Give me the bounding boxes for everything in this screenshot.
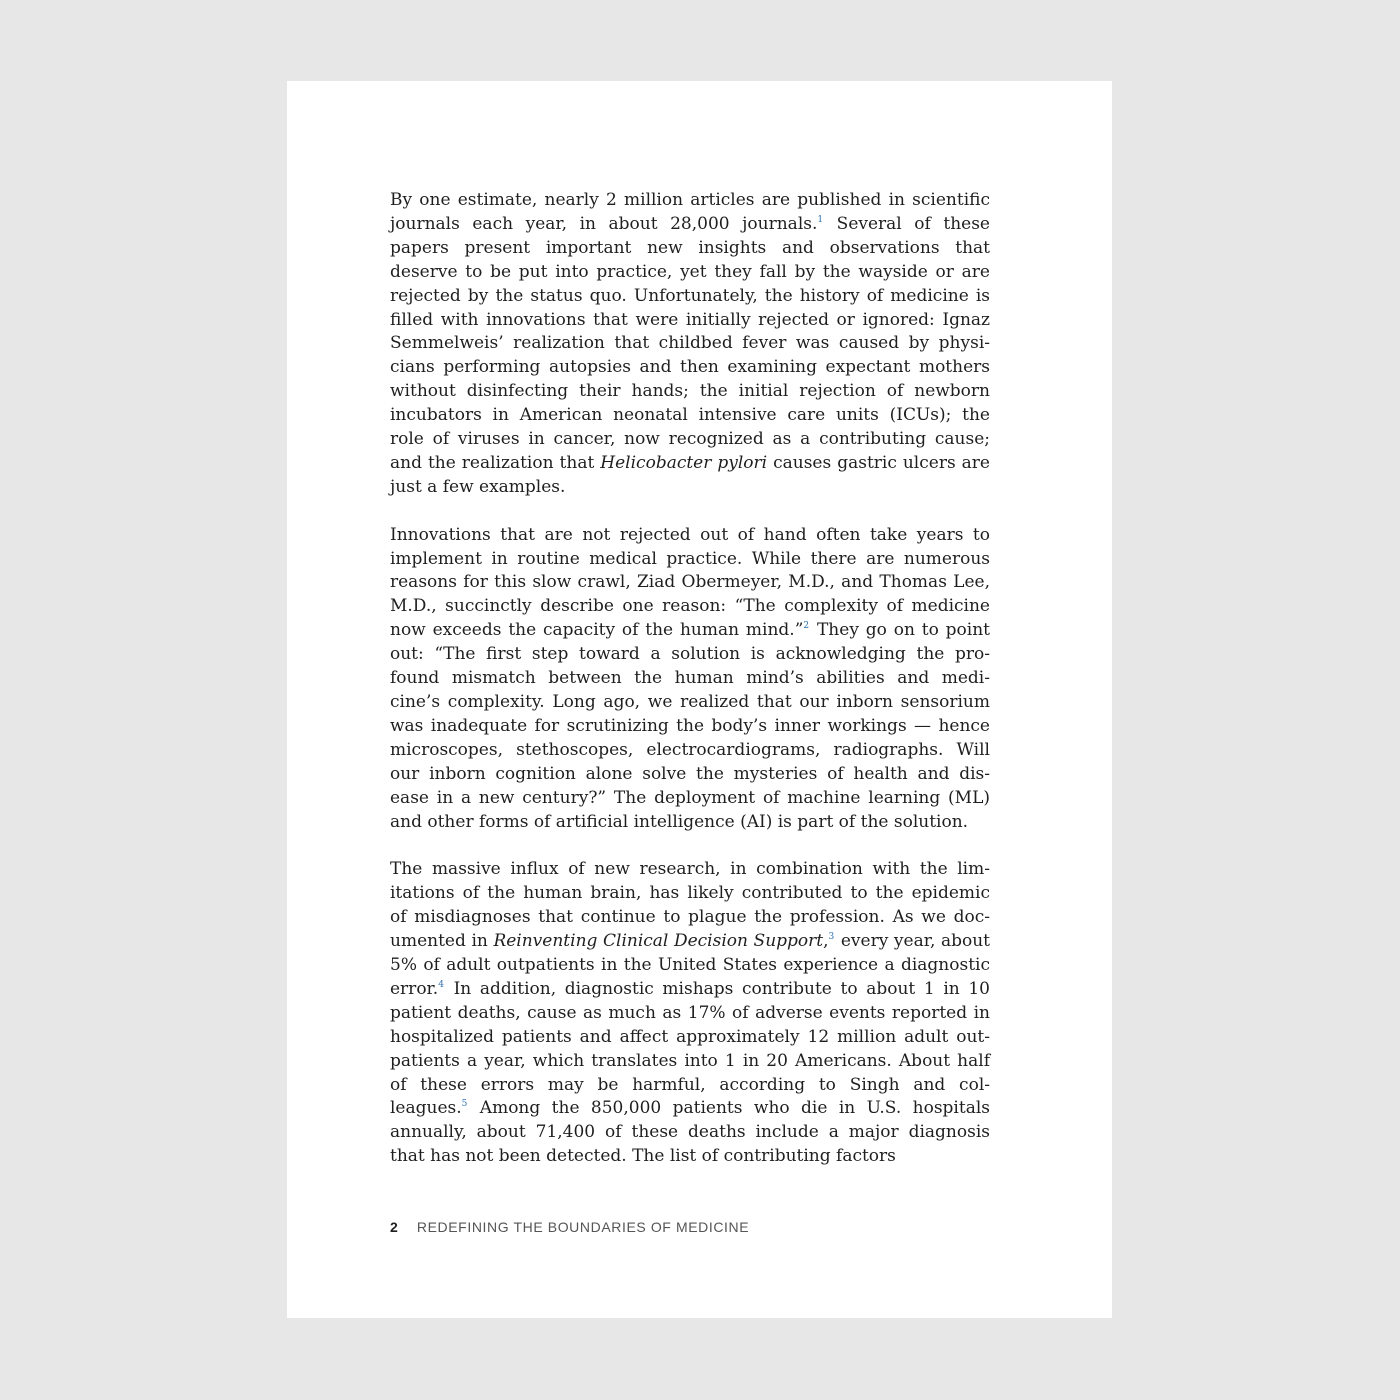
text-line [390,261,990,285]
text-line [390,452,990,476]
text-run: Innovations that are not rejected out of hand often take years to [390,524,990,545]
text-run: deserve to be put into practice, yet they fall by the wayside or are [390,261,990,282]
text-run: microscopes, stethoscopes, electrocardiograms, radiographs. Will [390,739,990,760]
text-line [390,954,990,978]
text-line [390,739,990,763]
footnote-ref: 4 [438,979,444,990]
text-run: , [823,931,829,952]
text-run: In addition, diagnostic mishaps contribute to about 1 in 10 [444,978,990,999]
text-line [390,332,990,356]
text-line [390,906,990,930]
text-run: patient deaths, cause as much as 17% of adverse events reported in [390,1002,990,1023]
text-run: out: “The first step toward a solution is acknowledging the pro- [390,644,990,665]
text-run: Among the 850,000 patients who die in U.S. hospitals [468,1098,990,1119]
text-line [390,667,990,691]
text-run: causes gastric ulcers are [767,452,990,473]
text-run: leagues. [390,1098,462,1119]
italic-title: Reinventing Clinical Decision Support [493,931,824,952]
text-line [390,858,990,882]
text-line [390,811,990,835]
paragraph [390,858,990,1169]
text-run: cine’s complexity. Long ago, we realized that our inborn sensorium [390,692,990,713]
text-run: By one estimate, nearly 2 million articles are published in scientific [390,190,990,210]
text-line [390,930,990,954]
text-line [390,1145,990,1169]
text-run: annually, about 71,400 of these deaths include a major diagnosis [390,1122,990,1143]
italic-title: Helicobacter pylori [600,452,768,473]
text-run: cians performing autopsies and then examining expectant mothers [390,357,990,378]
text-run: itations of the human brain, has likely contributed to the epidemic [390,883,990,904]
text-line [390,595,990,619]
text-run: and other forms of artificial intelligence (AI) is part of the solution. [390,811,969,832]
running-title: REDEFINING THE BOUNDARIES OF MEDICINE [416,1219,750,1235]
text-line [390,356,990,380]
text-line [390,524,990,548]
text-line [390,1002,990,1026]
text-run: found mismatch between the human mind’s abilities and medi- [390,668,990,689]
text-run: hospitalized patients and affect approximately 12 million adult out- [390,1026,990,1047]
text-line [390,404,990,428]
text-run: was inadequate for scrutinizing the body’s inner workings — hence [390,715,990,736]
text-line [390,1097,990,1121]
text-run: implement in routine medical practice. While there are numerous [390,548,990,569]
text-line [390,1074,990,1098]
text-run: of misdiagnoses that continue to plague the profession. As we doc- [390,907,990,928]
text-run: reasons for this slow crawl, Ziad Obermeyer, M.D., and Thomas Lee, [390,572,990,593]
text-line [390,309,990,333]
paragraph [390,189,990,500]
text-line [390,189,990,213]
page-number: 2 [390,1219,399,1235]
text-line [390,213,990,237]
text-line [390,643,990,667]
text-line [390,619,990,643]
text-line [390,237,990,261]
text-line [390,380,990,404]
text-line [390,763,990,787]
text-run: The massive influx of new research, in combination with the lim- [390,859,990,880]
text-run: every year, about [835,931,990,952]
text-line [390,476,990,500]
text-line [390,1121,990,1145]
text-run: that has not been detected. The list of contributing factors [390,1146,896,1167]
text-line [390,1050,990,1074]
text-line [390,978,990,1002]
document-page [287,81,1112,1318]
text-line [390,882,990,906]
text-run: patients a year, which translates into 1 in 20 Americans. About half [390,1050,990,1071]
text-run: now exceeds the capacity of the human mind.” [390,620,804,641]
text-line [390,571,990,595]
body-text [390,189,990,1193]
text-run: filled with innovations that were initially rejected or ignored: Ignaz [390,309,990,330]
text-line [390,548,990,572]
text-run: of these errors may be harmful, according to Singh and col- [390,1074,990,1095]
text-run: just a few examples. [390,476,566,497]
text-run: Semmelweis’ realization that childbed fever was caused by physi- [390,333,990,354]
text-run: journals each year, in about 28,000 journals. [390,213,818,234]
text-run: rejected by the status quo. Unfortunately, the history of medicine is [390,285,990,306]
text-run: papers present important new insights and observations that [390,237,990,258]
paragraph [390,524,990,835]
text-line [390,787,990,811]
text-line [390,1026,990,1050]
text-run: umented in [390,931,494,952]
footnote-ref: 5 [461,1099,468,1110]
text-run: They go on to point [810,620,990,641]
text-run: Several of these [824,213,990,234]
footnote-ref: 2 [803,621,810,632]
footnote-ref: 3 [828,932,835,943]
text-run: and the realization that [390,452,601,473]
text-line [390,285,990,309]
text-run: our inborn cognition alone solve the mysteries of health and dis- [390,763,990,784]
footnote-ref: 1 [817,214,824,225]
text-line [390,428,990,452]
text-run: error. [390,978,439,999]
text-line [390,715,990,739]
text-run: role of viruses in cancer, now recognized as a contributing cause; [390,429,990,450]
text-line [390,691,990,715]
text-run: incubators in American neonatal intensive care units (ICUs); the [390,405,990,426]
page-footer [390,1219,749,1235]
text-run: ease in a new century?” The deployment of machine learning (ML) [390,787,990,808]
text-run: without disinfecting their hands; the initial rejection of newborn [390,381,990,402]
text-run: M.D., succinctly describe one reason: “The complexity of medicine [390,596,990,617]
text-run: 5% of adult outpatients in the United States experience a diagnostic [390,954,990,975]
